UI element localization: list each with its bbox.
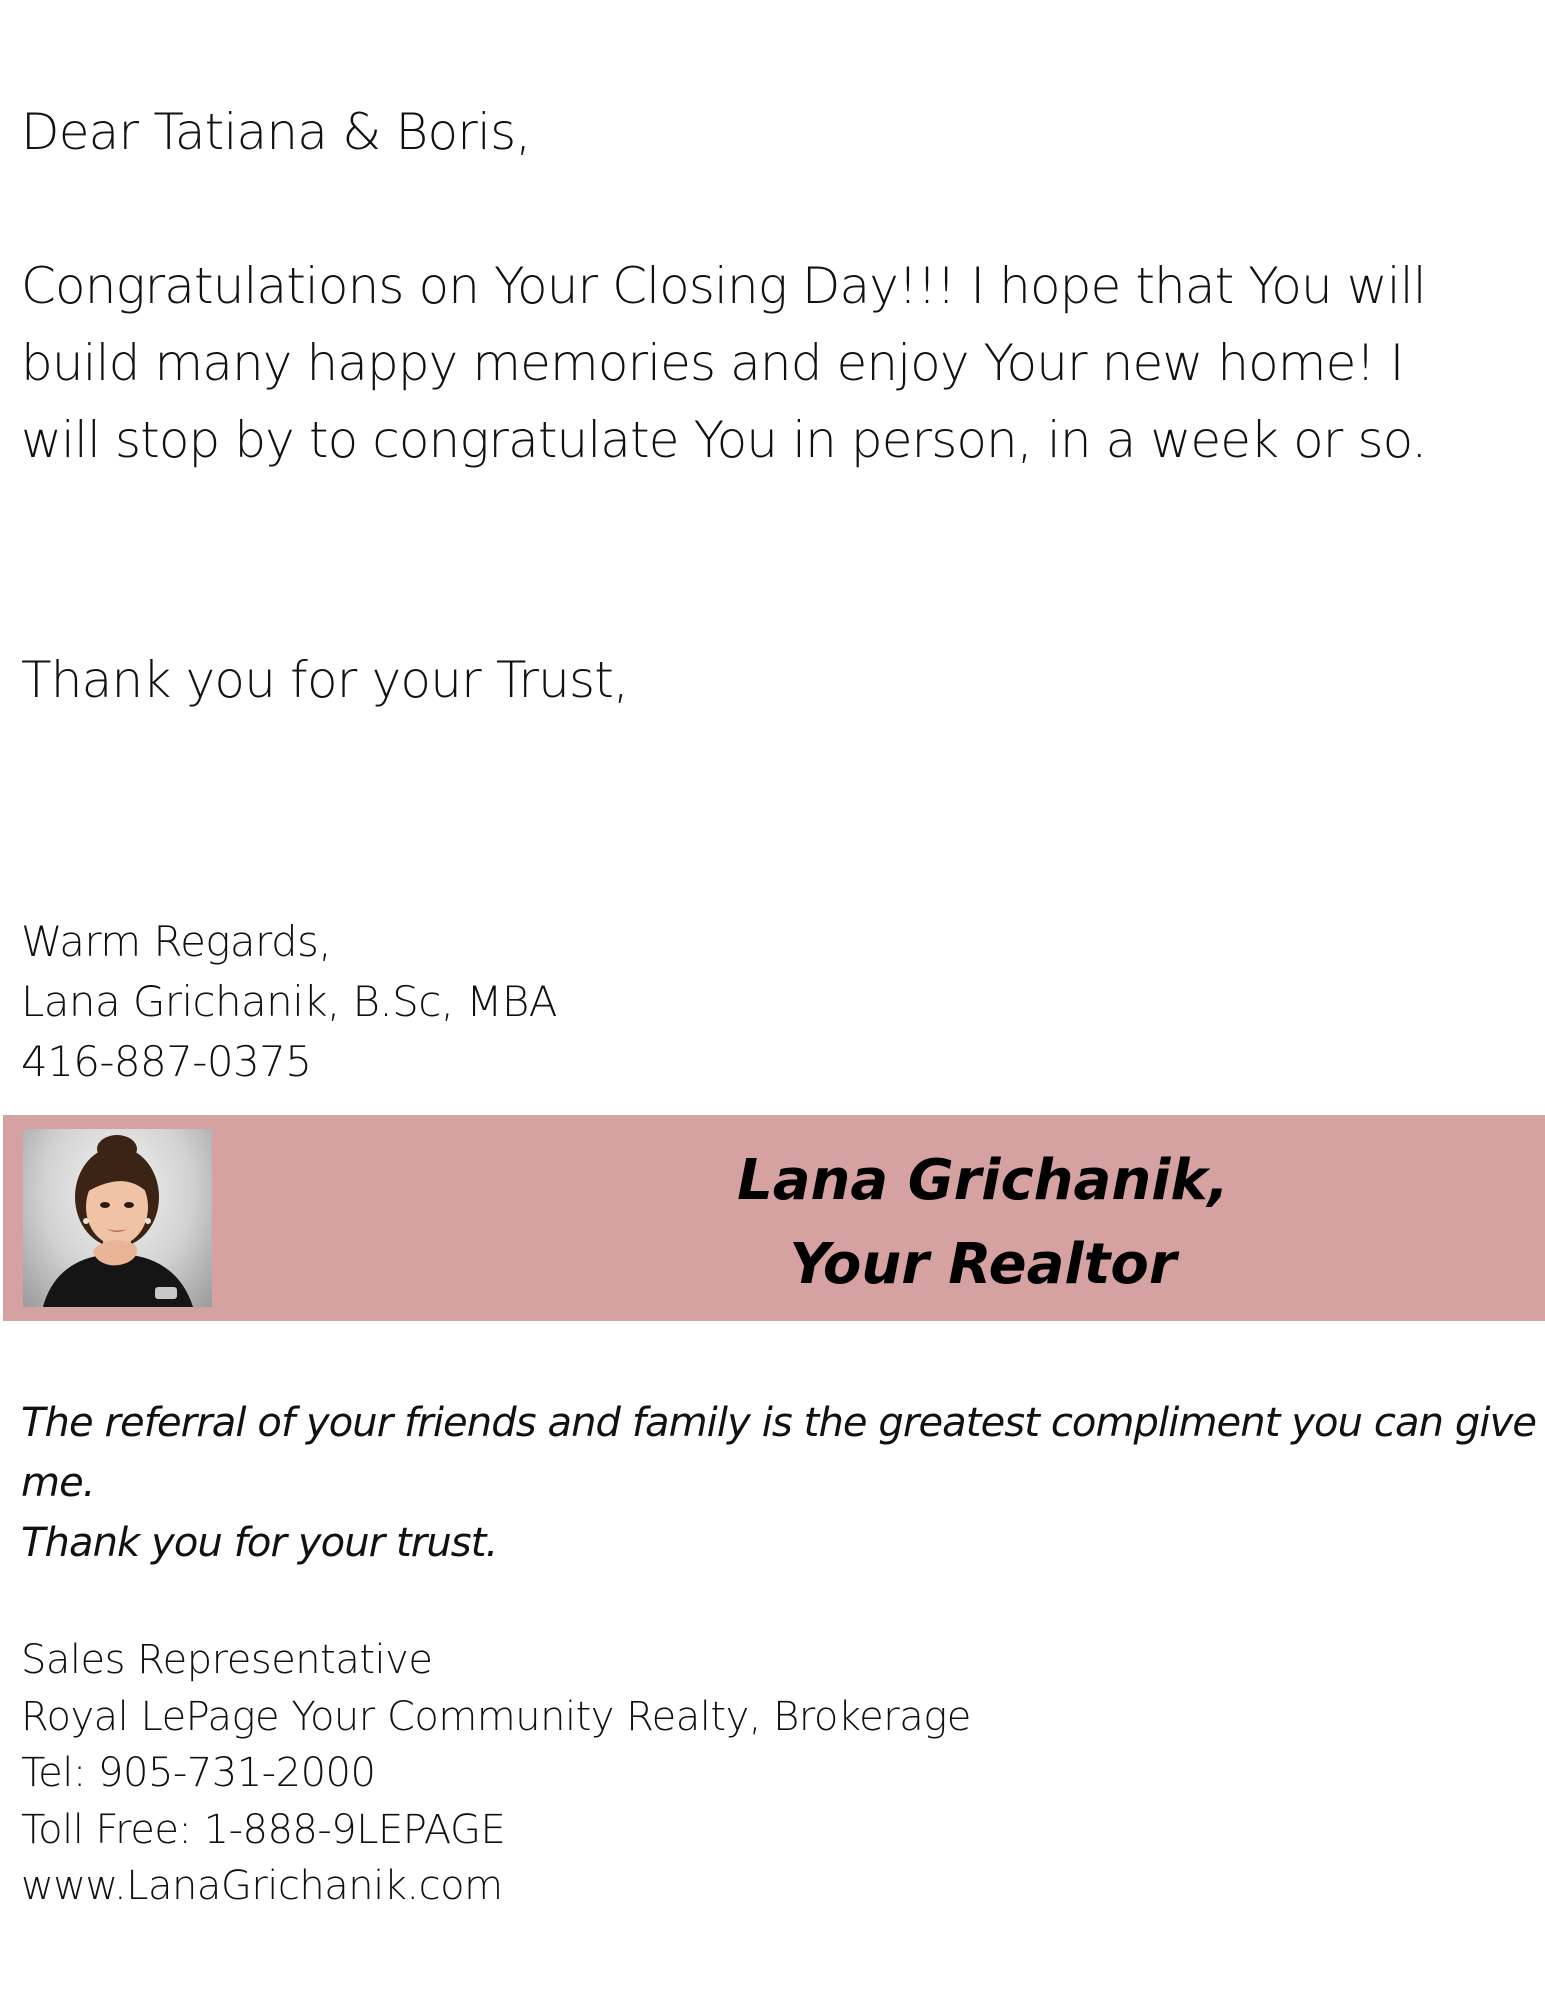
greeting: Dear Tatiana & Boris,: [21, 103, 531, 161]
referral-line: Thank you for your trust.: [21, 1520, 498, 1566]
signoff-closing: Warm Regards,: [21, 917, 332, 966]
letter-body-line: build many happy memories and enjoy Your new home! I: [21, 334, 1404, 392]
contact-website[interactable]: www.LanaGrichanik.com: [21, 1863, 503, 1909]
banner-title-role: Your Realtor: [789, 1232, 1177, 1297]
contact-role: Sales Representative: [21, 1637, 433, 1683]
banner-title-name: Lana Grichanik,: [737, 1148, 1229, 1213]
signoff: [21, 912, 557, 1092]
letter-body: [21, 248, 1426, 479]
signoff-phone: 416-887-0375: [21, 1037, 312, 1086]
signoff-name: Lana Grichanik, B.Sc, MBA: [21, 977, 557, 1026]
realtor-banner: [3, 1115, 1545, 1321]
banner-title: [503, 1139, 1463, 1307]
contact-tel: Tel: 905-731-2000: [21, 1750, 376, 1796]
referral-quote: [21, 1393, 1536, 1573]
contact-brokerage: Royal LePage Your Community Realty, Brokerage: [21, 1693, 971, 1740]
thanks-line: Thank you for your Trust,: [21, 651, 629, 709]
contact-block: [21, 1632, 971, 1915]
letter-body-line: will stop by to congratulate You in person, in a week or so.: [21, 411, 1427, 469]
portrait-illustration: [23, 1129, 212, 1307]
referral-line: me.: [21, 1460, 95, 1506]
referral-line: The referral of your friends and family is the greatest compliment you can give: [21, 1400, 1537, 1446]
portrait-photo: [23, 1129, 212, 1307]
letter-body-line: Congratulations on Your Closing Day!!! I hope that You will: [21, 257, 1426, 315]
contact-toll-free: Toll Free: 1-888-9LEPAGE: [21, 1806, 506, 1853]
